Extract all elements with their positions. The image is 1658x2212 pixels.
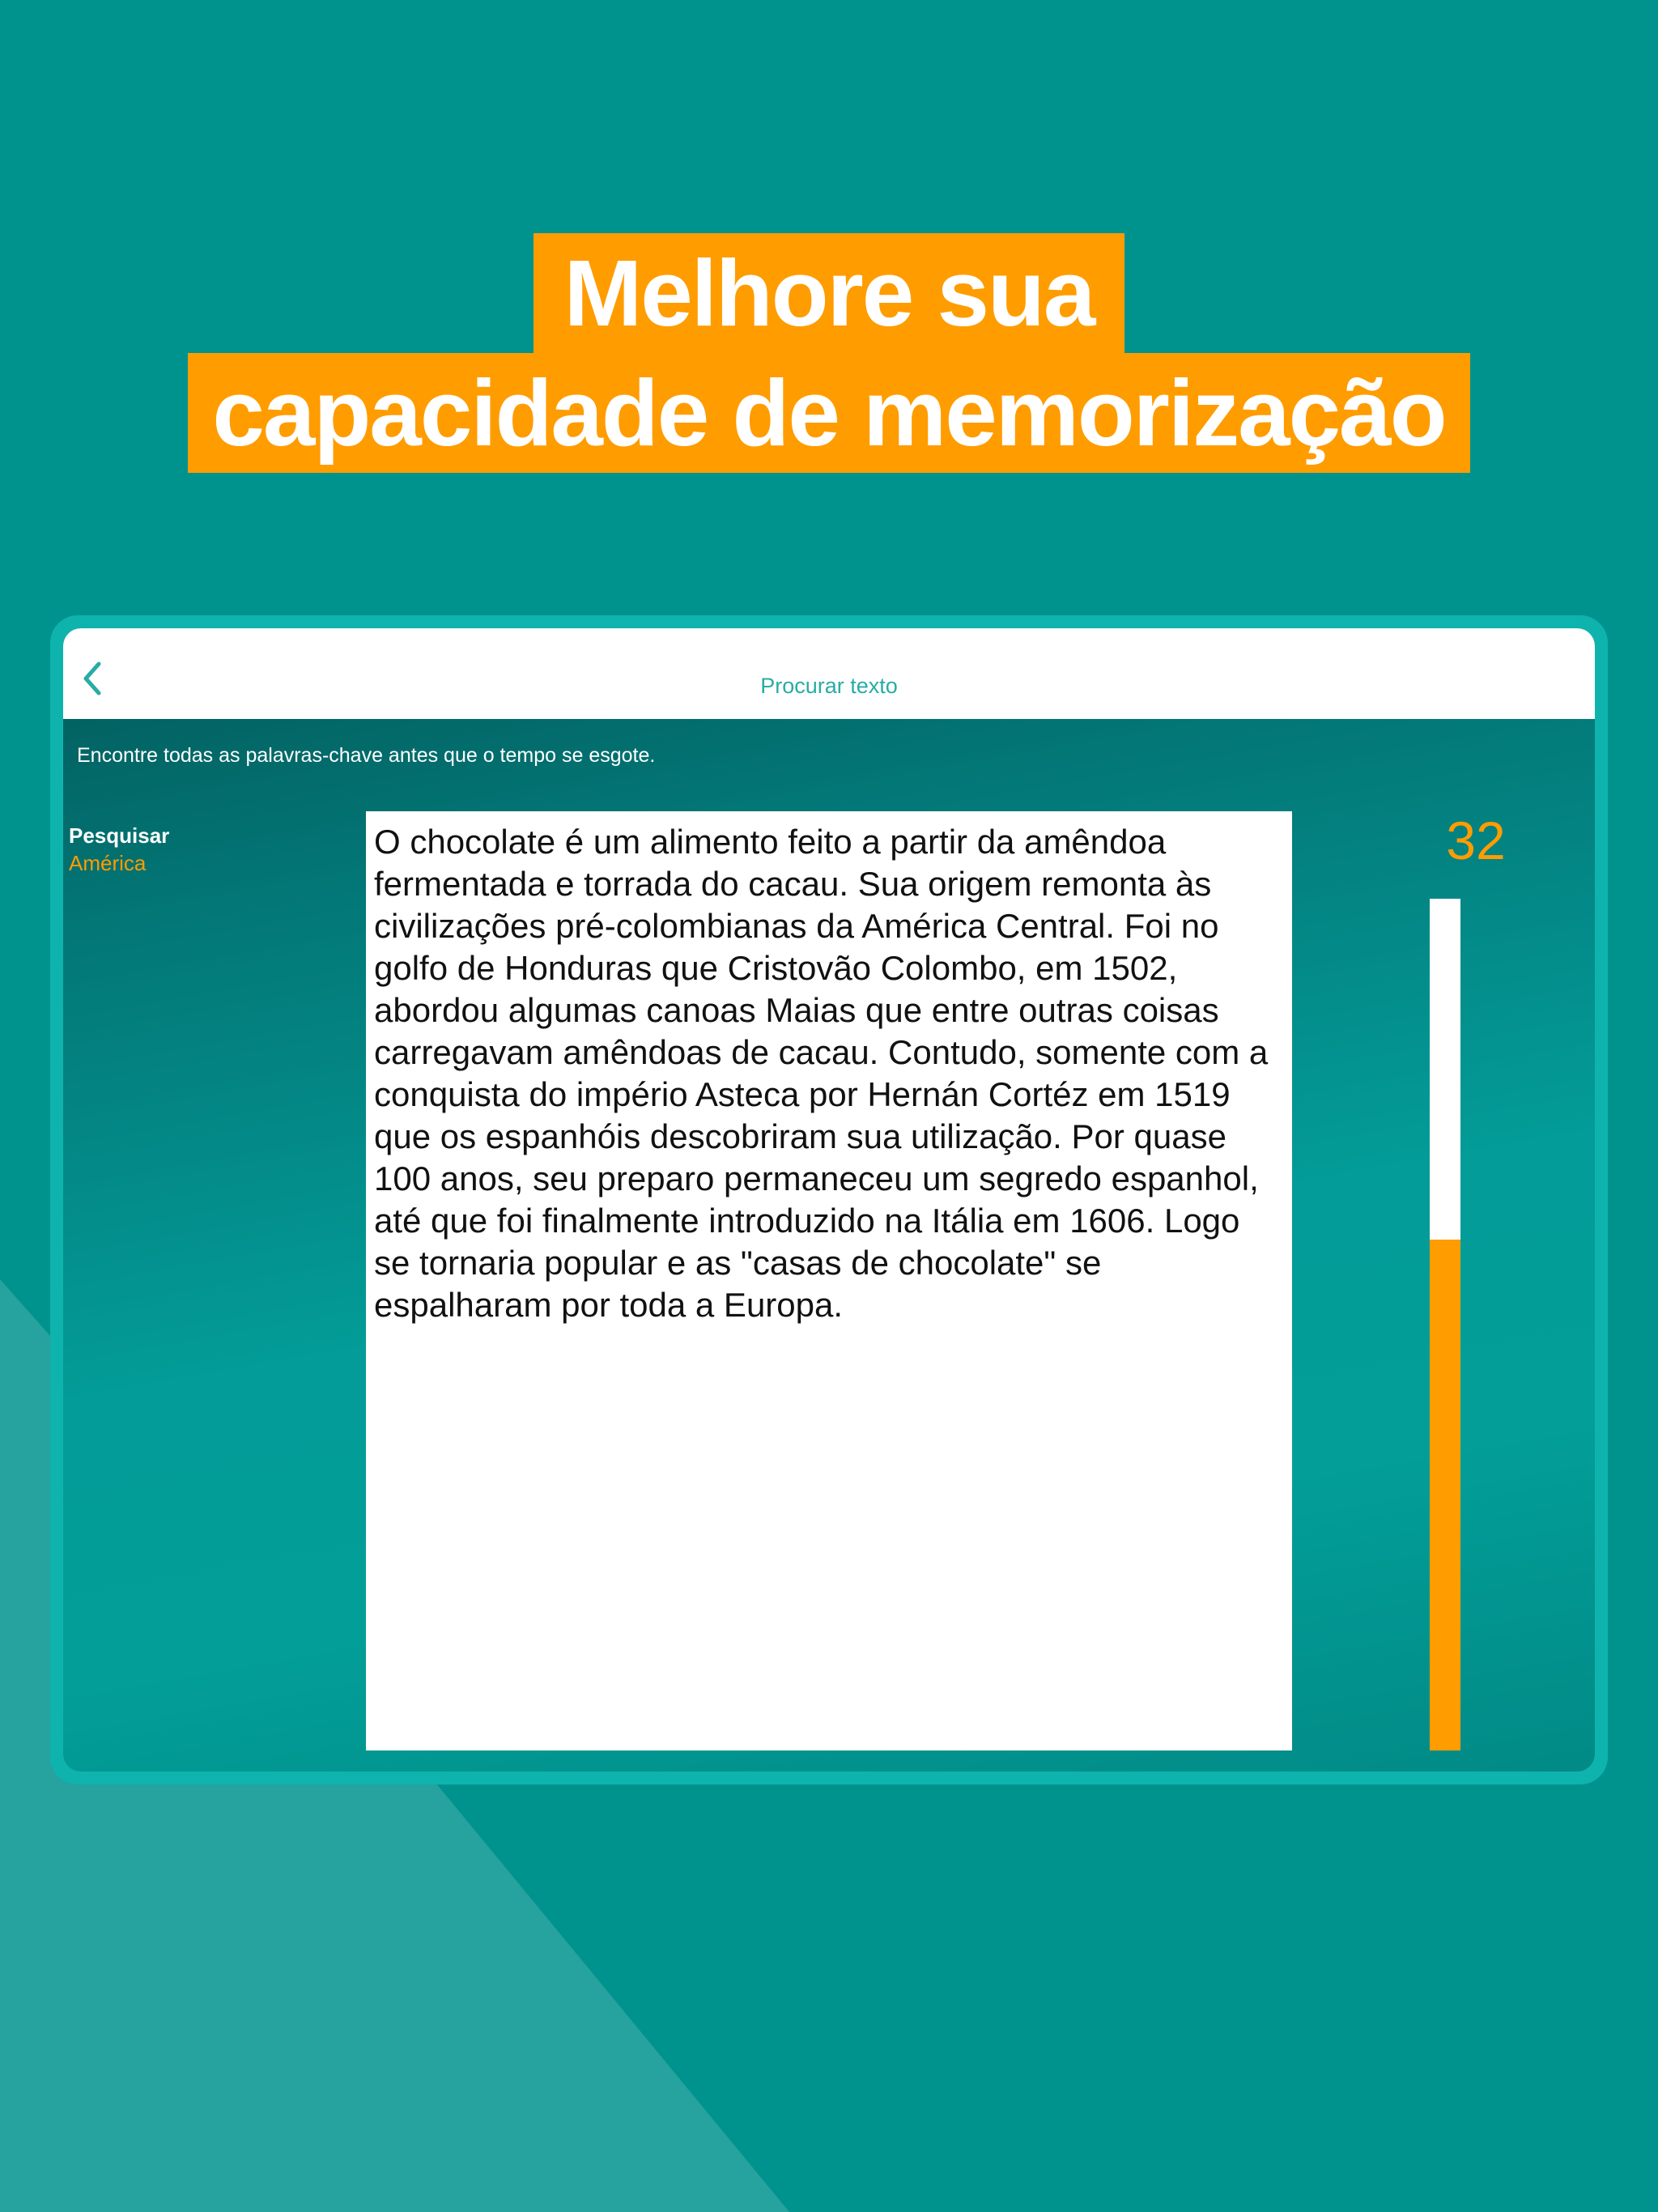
reading-passage-panel[interactable] [366, 811, 1292, 1750]
timer-bar [1430, 899, 1460, 1750]
app-screen [63, 628, 1595, 1772]
search-keyword: América [69, 851, 147, 875]
search-label: Pesquisar [69, 823, 170, 848]
instruction-text: Encontre todas as palavras-chave antes que o tempo se esgote. [77, 744, 656, 767]
headline-line-1: Melhore sua [534, 233, 1125, 353]
headline [0, 233, 1658, 473]
headline-line-2: capacidade de memorização [188, 353, 1469, 473]
timer-value: 32 [1446, 810, 1506, 870]
nav-title: Procurar texto [760, 674, 898, 698]
navigation-bar [63, 628, 1595, 719]
passage-text[interactable]: O chocolate é um alimento feito a partir da amêndoa fermentada e torrada do cacau. Sua origem remonta às civilizações pré-colombianas da América Central. Foi no golfo de Honduras que Cristovão Colombo, em 1502, abordou algumas canoas Maias que entre outras coisas carregavam amêndoas de cacau. Contudo, somente com a conquista do império Asteca por Hernán Cortéz em 1519 que os espanhóis descobriram sua utilização. Por quase 100 anos, seu preparo permaneceu um segredo espanhol, até que foi finalmente introduzido na Itália em 1606. Logo se tornaria popular e as "casas de chocolate" se espalharam por toda a Europa. [374, 823, 1269, 1324]
timer-bar-fill [1430, 1240, 1460, 1750]
